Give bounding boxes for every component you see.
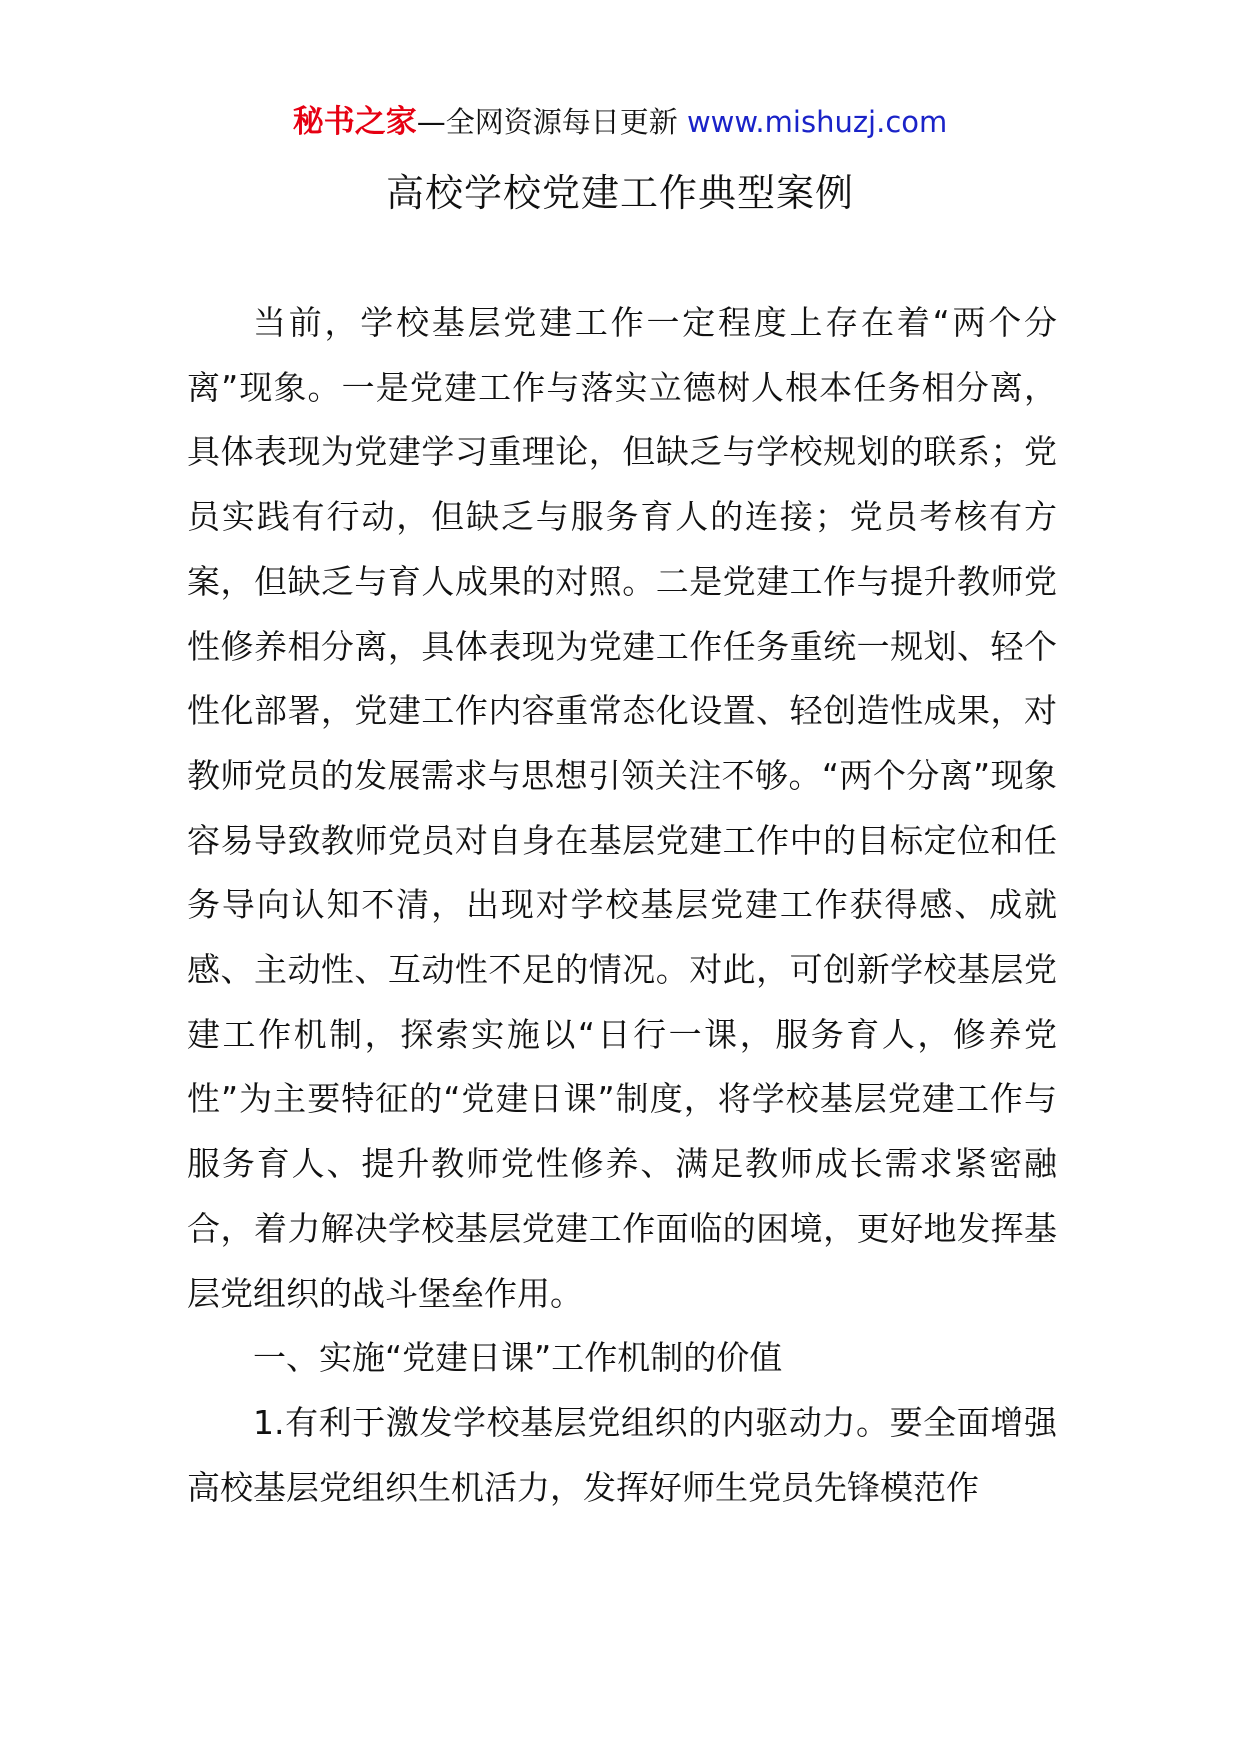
site-url-link[interactable]: www.mishuzj.com: [686, 105, 948, 139]
brand-name: 秘书之家: [292, 104, 417, 140]
document-title: 高校学校党建工作典型案例: [385, 171, 854, 215]
section-heading: 一、实施“党建日课”工作机制的价值: [253, 1338, 783, 1378]
body-paragraph: 当前，学校基层党建工作一定程度上存在着“两个分离”现象。一是党建工作与落实立德树人根本任务相分离，具体表现为党建学习重理论，但缺乏与学校规划的联系；党员实践有行动，但缺乏与服务育人的连接；党员考核有方案，但缺乏与育人成果的对照。二是党建工作与提升教师党性修养相分离，具体表现为党建工作任务重统一规划、轻个性化部署，党建工作内容重常态化设置、轻创造性成果，对教师党员的发展需求与思想引领关注不够。“两个分离”现象容易导致教师党员对自身在基层党建工作中的目标定位和任务导向认知不清，出现对学校基层党建工作获得感、成就感、主动性、互动性不足的情况。对此，可创新学校基层党建工作机制，探索实施以“日行一课，服务育人，修养党性”为主要特征的“党建日课”制度，将学校基层党建工作与服务育人、提升教师党性修养、满足教师成长需求紧密融合，着力解决学校基层党建工作面临的困境，更好地发挥基层党组织的战斗堡垒作用。: [187, 303, 1057, 1313]
document-body: [187, 291, 1057, 1520]
banner-tagline: —全网资源每日更新: [416, 105, 687, 139]
site-banner: [0, 100, 1240, 144]
body-paragraph: 1.有利于激发学校基层党组织的内驱动力。要全面增强高校基层党组织生机活力，发挥好师生党员先锋模范作: [187, 1402, 1057, 1507]
